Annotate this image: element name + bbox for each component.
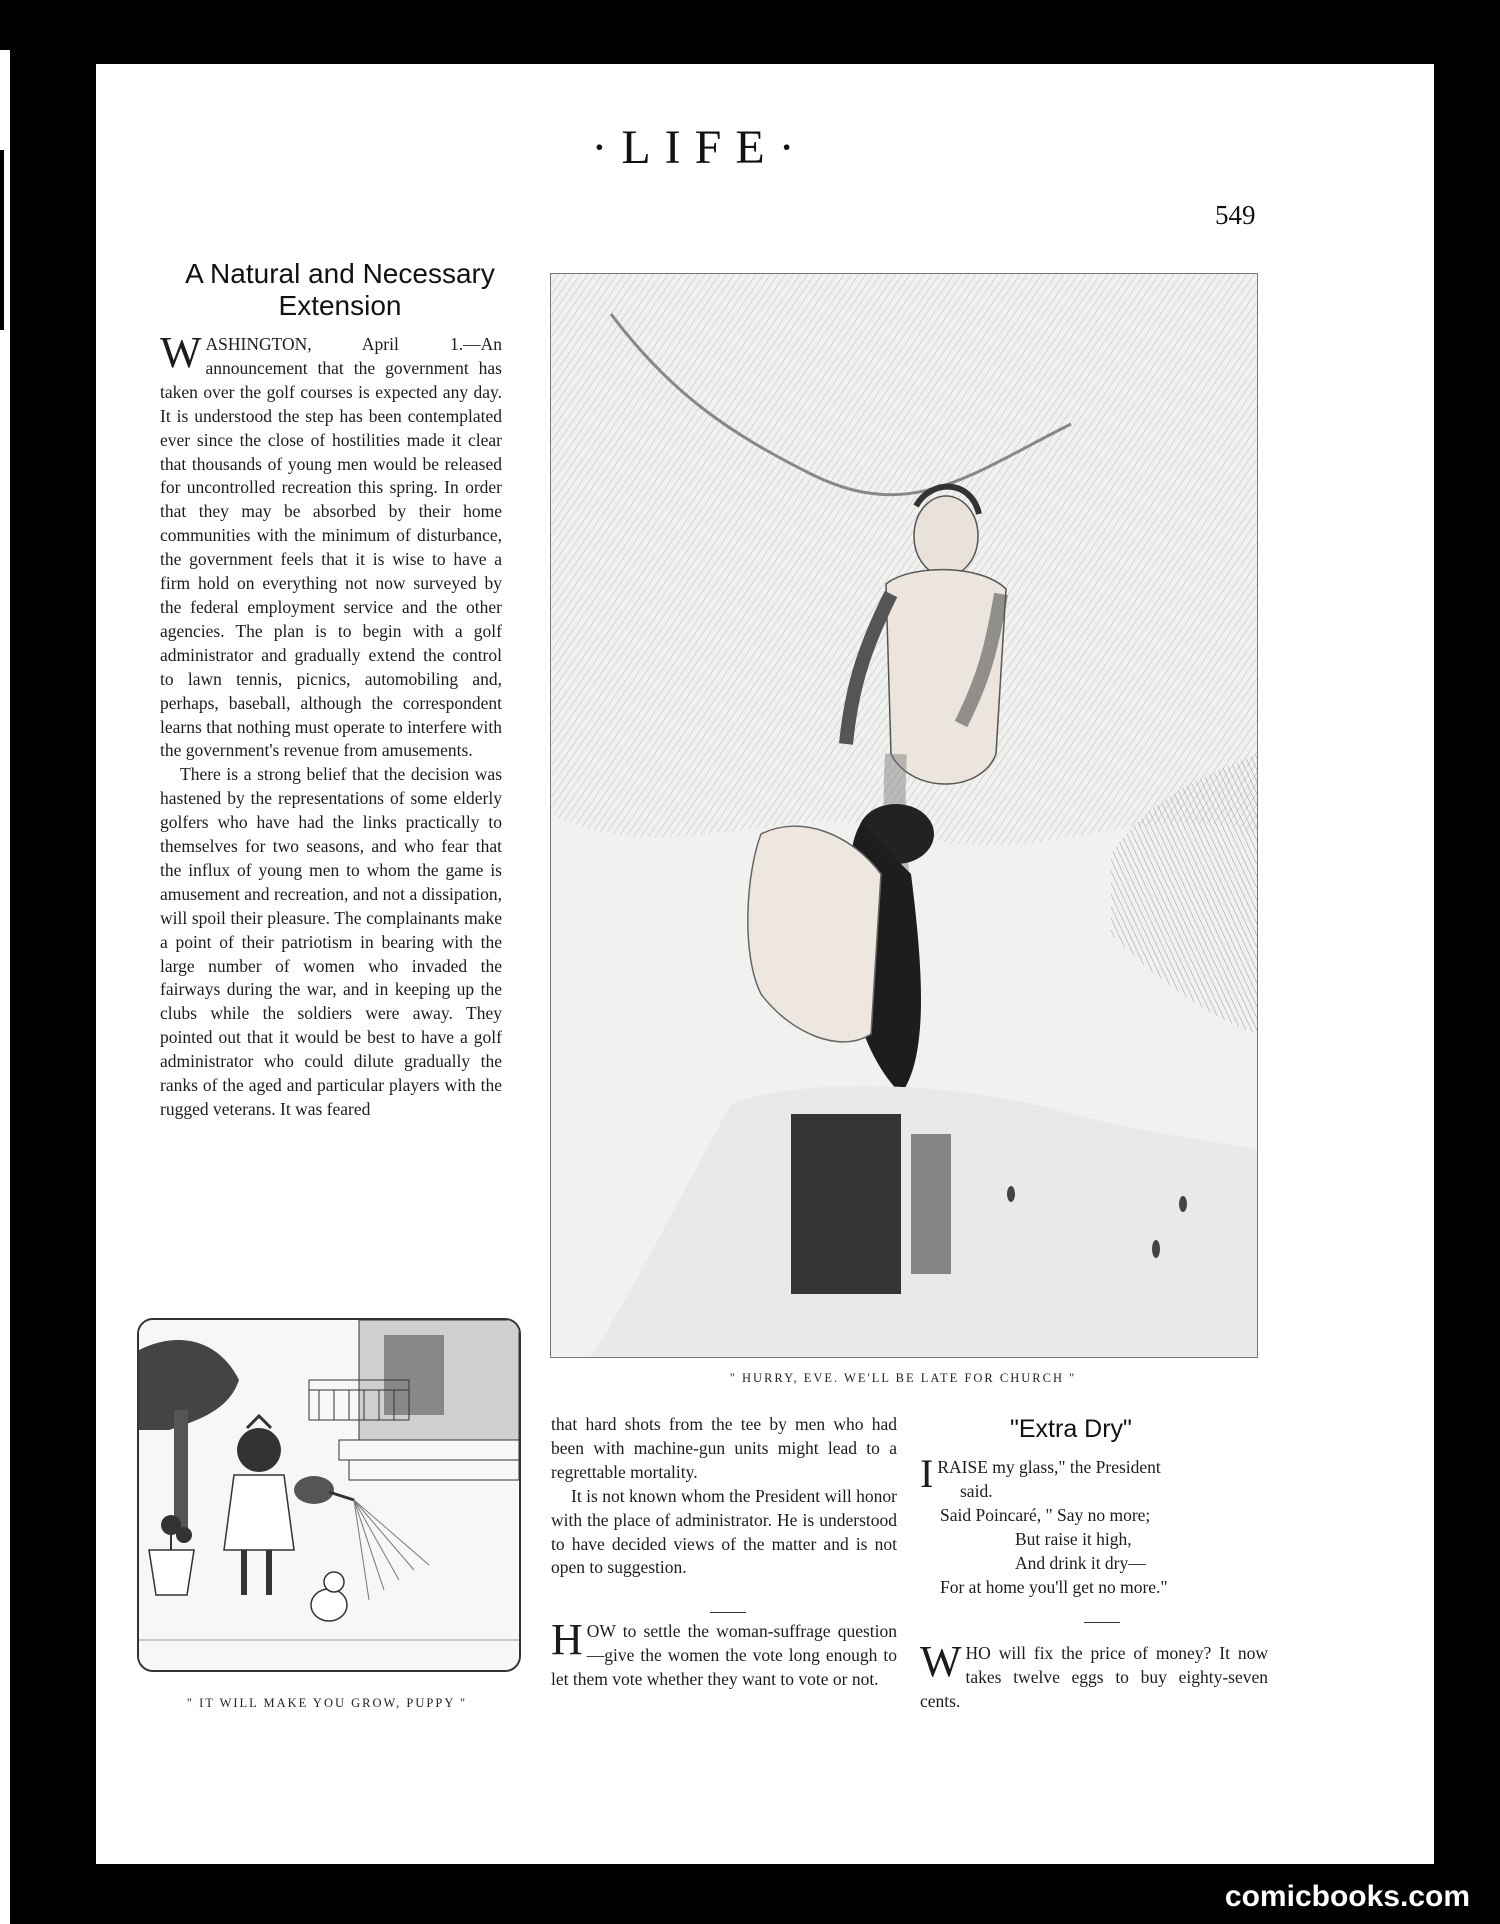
poem-line-1: RAISE my glass," the President <box>937 1457 1161 1477</box>
article-paragraph-1: WASHINGTON, April 1.—An announcement that the government has taken over the golf courses is expected any day. It is understood the step has been contemplated ever since the close of hostilities made it clear that thousands of young men would be released for uncontrolled recreation this spring. In order that they may be absorbed by their home communities with the minimum of disturbance, the government feels that it is wise to have a firm hold on everything not now surveyed by the federal employment service and the other agencies. The plan is to begin with a golf administrator and gradually extend the control to lawn tennis, picnics, automobiling and, perhaps, baseball, although the correspondent learns that nothing must operate to interfere with the government's revenue from amusements. <box>160 328 502 761</box>
small-illustration <box>137 1318 521 1672</box>
main-illustration <box>550 273 1258 1358</box>
money-item <box>920 1637 1268 1714</box>
suffrage-dropcap: H <box>551 1615 583 1664</box>
headline-line-1: A Natural and Necessary <box>185 258 495 289</box>
divider-rule-right <box>1084 1622 1120 1623</box>
article-headline <box>160 258 520 322</box>
poem-line-2: said. <box>960 1481 993 1501</box>
suffrage-item <box>551 1615 897 1692</box>
headline-line-2: Extension <box>278 290 402 321</box>
watermark: comicbooks.com <box>1224 1880 1470 1913</box>
poem-dropcap: I <box>920 1451 934 1496</box>
left-page-edge-mark <box>0 150 4 330</box>
article-paragraph-4: It is not known whom the President will honor with the place of administrator. He is understood to have decided views of the matter and is not open to suggestion. <box>551 1485 897 1578</box>
page-number: 549 <box>1215 200 1256 230</box>
left-page-edge <box>0 50 10 1924</box>
money-text: HO will fix the price of money? It now takes twelve eggs to buy eighty-seven cents. <box>920 1643 1268 1711</box>
small-illustration-caption: " IT WILL MAKE YOU GROW, PUPPY " <box>186 1696 468 1710</box>
illustration-drawing <box>551 274 1257 1357</box>
poem <box>920 1451 1270 1599</box>
article-paragraph-3: that hard shots from the tee by men who had been with machine-gun units might lead to a regrettable mortality. <box>551 1414 897 1482</box>
small-illustration-drawing <box>139 1320 519 1670</box>
poem-line-3: Said Poincaré, " Say no more; <box>940 1505 1151 1525</box>
article-paragraph-2: There is a strong belief that the decision was hastened by the representations of some elderly golfers who have had the links practically to themselves for two seasons, and who fear that the influx of young men to whom the game is amusement and recreation, and not a dissipation, will spoil their pleasure. The complainants make a point of their patriotism in bearing with the large number of women who invaded the fairways during the war, and in keeping up the clubs while the soldiers were away. They pointed out that it would be best to have a golf administrator who could dilute gradually the ranks of the aged and particular players with the rugged veterans. It was feared <box>160 764 502 1119</box>
article-column-left <box>160 328 502 1122</box>
article-column-middle <box>551 1413 897 1580</box>
poem-line-6: For at home you'll get no more." <box>940 1577 1168 1597</box>
masthead: ·LIFE· <box>591 121 809 174</box>
money-dropcap: W <box>920 1637 962 1686</box>
suffrage-text: OW to settle the woman-suffrage question—give the women the vote long enough to let them vote whether they want to vote or not. <box>551 1621 897 1689</box>
poem-line-5: And drink it dry— <box>1015 1553 1146 1573</box>
main-illustration-caption: " HURRY, EVE. WE'LL BE LATE FOR CHURCH " <box>729 1371 1077 1385</box>
poem-line-4: But raise it high, <box>1015 1529 1132 1549</box>
divider-rule <box>710 1612 746 1613</box>
poem-title: "Extra Dry" <box>1010 1415 1132 1443</box>
dropcap: W <box>160 328 202 377</box>
